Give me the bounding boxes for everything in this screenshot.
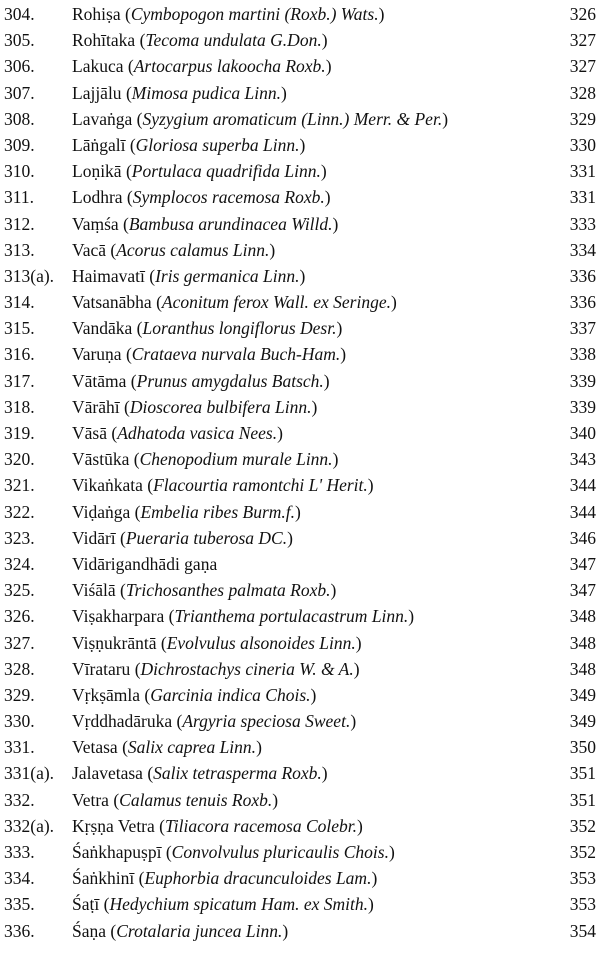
entry-title (72, 394, 317, 420)
botanical-name: (Dioscorea bulbifera Linn.) (124, 396, 318, 417)
botanical-name: (Gloriosa superba Linn.) (129, 134, 306, 155)
toc-entry (0, 27, 600, 53)
plant-name: Lakuca (72, 56, 124, 77)
entry-number: 314. (4, 292, 35, 313)
entry-title (72, 368, 330, 394)
toc-entry (0, 289, 600, 315)
page-number: 353 (569, 868, 596, 889)
toc-entry (0, 211, 600, 237)
botanical-name: (Salix tetrasperma Roxb.) (147, 763, 328, 784)
plant-name: Loṇikā (72, 161, 122, 182)
plant-name: Rohiṣa (72, 4, 121, 24)
plant-name: Vidārī (72, 527, 116, 548)
plant-name: Vidārigandhādi gaṇa (72, 553, 218, 574)
page-number: 340 (569, 423, 596, 443)
botanical-name: (Loranthus longiflorus Desr.) (136, 318, 343, 339)
toc-entry (0, 394, 600, 420)
toc-entry (0, 132, 600, 158)
page-number: 330 (569, 134, 596, 155)
page-number: 327 (569, 56, 596, 77)
botanical-name: (Aconitum ferox Wall. ex Seringe.) (156, 292, 397, 313)
page-number: 344 (569, 475, 596, 496)
botanical-name: (Convolvulus pluricaulis Chois.) (165, 842, 395, 862)
entry-title (72, 27, 328, 53)
toc-entry (0, 865, 600, 891)
entry-number: 312. (4, 213, 35, 234)
botanical-name: (Flacourtia ramontchi L' Herit.) (147, 475, 374, 496)
plant-name: Śaṇa (72, 920, 107, 941)
plant-name: Śaṅkhinī (72, 868, 135, 889)
entry-number: 313. (4, 239, 35, 260)
plant-name: Vetasa (72, 737, 118, 758)
botanical-name: (Trichosanthes palmata Roxb.) (120, 580, 337, 601)
entry-title (72, 263, 305, 289)
botanical-name: (Crataeva nurvala Buch-Ham.) (125, 344, 347, 365)
botanical-name: (Artocarpus lakoocha Roxb.) (127, 56, 332, 77)
entry-title (72, 289, 397, 315)
entry-number: 317. (4, 370, 35, 391)
entry-number: 335. (4, 894, 35, 915)
entry-title (72, 813, 363, 839)
botanical-name: (Iris germanica Linn.) (149, 265, 306, 286)
botanical-name: (Evolvulus alsonoides Linn.) (160, 632, 362, 653)
botanical-name: (Symplocos racemosa Roxb.) (126, 187, 331, 208)
toc-entry (0, 420, 600, 446)
page-number: 351 (569, 789, 596, 810)
plant-name: Haimavatī (72, 265, 145, 286)
plant-name: Vikaṅkata (72, 475, 143, 496)
botanical-name: (Cymbopogon martini (Roxb.) Wats.) (125, 4, 385, 24)
botanical-name: (Acorus calamus Linn.) (110, 239, 276, 260)
plant-name: Rohītaka (72, 30, 136, 51)
botanical-name: (Argyria speciosa Sweet.) (176, 711, 357, 732)
entry-number: 319. (4, 423, 35, 443)
plant-name: Vārāhī (72, 396, 120, 417)
page-number: 353 (569, 894, 596, 915)
plant-name: Lajjālu (72, 82, 122, 103)
toc-entry (0, 341, 600, 367)
page-number: 339 (569, 370, 596, 391)
entry-title (72, 839, 395, 865)
entry-title (72, 708, 356, 734)
toc-entry (0, 630, 600, 656)
plant-name: Śaṅkhapuṣpī (72, 842, 162, 862)
entry-title (72, 80, 287, 106)
plant-name: Varuṇa (72, 344, 122, 365)
page-number: 349 (569, 711, 596, 732)
entry-number: 332. (4, 789, 35, 810)
plant-name: Vaṃśa (72, 213, 119, 234)
entry-title (72, 315, 342, 341)
page-number: 326 (569, 4, 596, 24)
entry-title (72, 237, 275, 263)
page-number: 336 (569, 292, 596, 313)
toc-entry (0, 603, 600, 629)
entry-number: 325. (4, 580, 35, 601)
entry-title (72, 472, 374, 498)
entry-title (72, 1, 384, 27)
page-number: 352 (569, 815, 596, 836)
page-number: 329 (569, 108, 596, 129)
entry-number: 307. (4, 82, 35, 103)
page-number: 333 (569, 213, 596, 234)
toc-entry (0, 787, 600, 813)
page-number: 351 (569, 763, 596, 784)
entry-title (72, 341, 346, 367)
plant-name: Viḍaṅga (72, 501, 131, 522)
plant-name: Vṛkṣāmla (72, 684, 141, 705)
entry-title (72, 603, 414, 629)
toc-entry (0, 263, 600, 289)
botanical-name: (Mimosa pudica Linn.) (125, 82, 287, 103)
entry-number: 304. (4, 4, 35, 24)
entry-number: 306. (4, 56, 35, 77)
entry-title (72, 53, 332, 79)
plant-name: Viṣakharpara (72, 606, 165, 627)
botanical-name: (Crotalaria juncea Linn.) (110, 920, 289, 941)
entry-number: 315. (4, 318, 35, 339)
plant-name: Vacā (72, 239, 107, 260)
page-number: 336 (569, 265, 596, 286)
page-number: 339 (569, 396, 596, 417)
page-number: 327 (569, 30, 596, 51)
page-number: 352 (569, 842, 596, 862)
entry-number: 331(a). (4, 763, 55, 784)
toc-entry (0, 839, 600, 865)
toc-entry (0, 734, 600, 760)
page-number: 343 (569, 449, 596, 470)
page-number: 349 (569, 684, 596, 705)
entry-number: 322. (4, 501, 35, 522)
entry-number: 333. (4, 842, 35, 862)
botanical-name: (Syzygium aromaticum (Linn.) Merr. & Per.) (136, 108, 449, 129)
toc-entry (0, 1, 600, 27)
entry-title (72, 211, 338, 237)
botanical-name: (Tecoma undulata G.Don.) (139, 30, 328, 51)
botanical-name: (Garcinia indica Chois.) (144, 684, 317, 705)
entry-number: 323. (4, 527, 35, 548)
entry-number: 327. (4, 632, 35, 653)
toc-entry (0, 760, 600, 786)
entry-number: 318. (4, 396, 35, 417)
entry-number: 334. (4, 868, 35, 889)
page-number: 348 (569, 632, 596, 653)
toc-entry (0, 368, 600, 394)
botanical-name: (Prunus amygdalus Batsch.) (130, 370, 330, 391)
plant-name: Vetra (72, 789, 109, 810)
entry-title (72, 760, 328, 786)
page-number: 354 (569, 920, 596, 941)
page-number: 334 (569, 239, 596, 260)
page-number: 347 (569, 580, 596, 601)
plant-name: Viśālā (72, 580, 116, 601)
page-number: 331 (569, 187, 596, 208)
toc-entry (0, 577, 600, 603)
toc-entry (0, 446, 600, 472)
plant-name: Vandāka (72, 318, 133, 339)
entry-title (72, 499, 301, 525)
page-number: 338 (569, 344, 596, 365)
botanical-name: (Portulaca quadrifida Linn.) (125, 161, 327, 182)
plant-name: Lāṅgalī (72, 134, 126, 155)
entry-number: 305. (4, 30, 35, 51)
botanical-name: (Salix caprea Linn.) (122, 737, 262, 758)
entry-number: 321. (4, 475, 35, 496)
page-number: 347 (569, 553, 596, 574)
entry-number: 330. (4, 711, 35, 732)
toc-entry (0, 80, 600, 106)
entry-title (72, 787, 278, 813)
toc-entry (0, 53, 600, 79)
plant-name: Viṣṇukrāntā (72, 632, 157, 653)
toc-entry (0, 158, 600, 184)
entry-title (72, 682, 316, 708)
entry-number: 336. (4, 920, 35, 941)
entry-title (72, 551, 217, 577)
entry-title (72, 630, 362, 656)
entry-title (72, 184, 331, 210)
entry-number: 332(a). (4, 815, 55, 836)
toc-entry (0, 708, 600, 734)
toc-entry (0, 237, 600, 263)
toc-entry (0, 656, 600, 682)
toc-entry (0, 106, 600, 132)
botanical-name: (Bambusa arundinacea Willd.) (123, 213, 339, 234)
entry-number: 326. (4, 606, 35, 627)
toc-entry (0, 525, 600, 551)
toc-entry (0, 813, 600, 839)
botanical-name: (Calamus tenuis Roxb.) (113, 789, 279, 810)
entry-title (72, 865, 377, 891)
botanical-name: (Pueraria tuberosa DC.) (120, 527, 293, 548)
page-number: 337 (569, 318, 596, 339)
entry-number: 328. (4, 658, 35, 679)
page-number: 331 (569, 161, 596, 182)
botanical-name: (Hedychium spicatum Ham. ex Smith.) (103, 894, 374, 915)
plant-name: Lavaṅga (72, 108, 133, 129)
entry-title (72, 420, 283, 446)
page-number: 328 (569, 82, 596, 103)
entry-number: 324. (4, 553, 35, 574)
entry-number: 311. (4, 187, 34, 208)
entry-title (72, 656, 360, 682)
entry-title (72, 891, 374, 917)
entry-number: 320. (4, 449, 35, 470)
plant-name: Vātāma (72, 370, 127, 391)
botanical-name: (Chenopodium murale Linn.) (133, 449, 339, 470)
entry-number: 316. (4, 344, 35, 365)
plant-name: Vṛddhadāruka (72, 711, 173, 732)
entry-number: 329. (4, 684, 35, 705)
plant-name: Lodhra (72, 187, 123, 208)
entry-number: 331. (4, 737, 35, 758)
entry-title (72, 577, 336, 603)
botanical-name: (Trianthema portulacastrum Linn.) (168, 606, 415, 627)
plant-name: Kṛṣṇa Vetra (72, 815, 155, 836)
entry-title (72, 525, 293, 551)
botanical-name: (Embelia ribes Burm.f.) (134, 501, 301, 522)
toc-entry (0, 499, 600, 525)
entry-title (72, 132, 305, 158)
toc-entry (0, 551, 600, 577)
toc-entry (0, 918, 600, 944)
toc-entry (0, 891, 600, 917)
entry-number: 309. (4, 134, 35, 155)
page-number: 348 (569, 606, 596, 627)
entry-title (72, 446, 338, 472)
plant-name: Śaṭī (72, 894, 100, 915)
entry-title (72, 106, 448, 132)
botanical-name: (Dichrostachys cineria W. & A.) (134, 658, 360, 679)
plant-name: Vatsanābha (72, 292, 152, 313)
page-number: 348 (569, 658, 596, 679)
botanical-name: (Adhatoda vasica Nees.) (111, 423, 283, 443)
entry-number: 308. (4, 108, 35, 129)
plant-name: Jalavetasa (72, 763, 143, 784)
entry-title (72, 158, 327, 184)
entry-title (72, 734, 262, 760)
page-number: 350 (569, 737, 596, 758)
entry-number: 313(a). (4, 265, 55, 286)
toc-entry (0, 682, 600, 708)
botanical-name: (Euphorbia dracunculoides Lam.) (138, 868, 378, 889)
toc-entry (0, 472, 600, 498)
toc-entry (0, 315, 600, 341)
plant-name: Vāsā (72, 423, 107, 443)
page-number: 344 (569, 501, 596, 522)
plant-name: Vāstūka (72, 449, 130, 470)
entry-number: 310. (4, 161, 35, 182)
botanical-name: (Tiliacora racemosa Colebr.) (159, 815, 363, 836)
toc-entry (0, 184, 600, 210)
plant-name: Vīrataru (72, 658, 131, 679)
page-number: 346 (569, 527, 596, 548)
entry-title (72, 918, 288, 944)
